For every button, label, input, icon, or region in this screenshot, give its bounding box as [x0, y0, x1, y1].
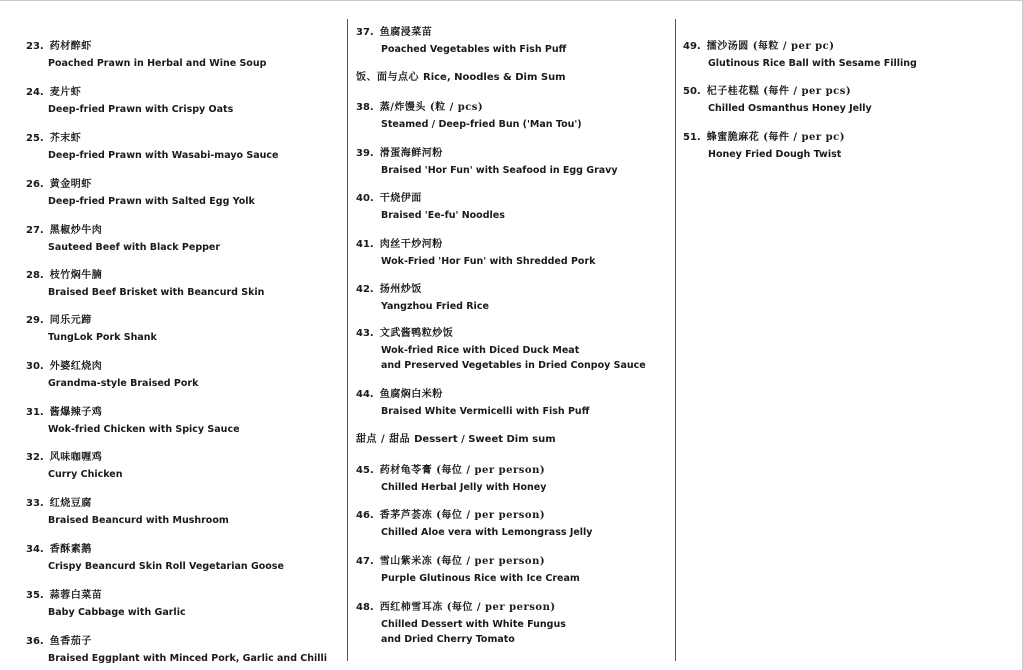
menu-item-29: 29. 同乐元蹄 TungLok Pork Shank	[26, 315, 157, 343]
section-heading-dessert: 甜点 / 甜品 Dessert / Sweet Dim sum	[356, 434, 556, 445]
menu-item-40: 40. 干烧伊面 Braised 'Ee-fu' Noodles	[356, 193, 505, 221]
menu-item-30: 30. 外婆红烧肉 Grandma-style Braised Pork	[26, 361, 199, 389]
section-heading-rice-noodles: 饭、面与点心 Rice, Noodles & Dim Sum	[356, 72, 566, 83]
menu-item-27: 27. 黑椒炒牛肉 Sauteed Beef with Black Pepper	[26, 225, 221, 253]
menu-item-28: 28. 枝竹焖牛腩 Braised Beef Brisket with Beancurd Skin	[26, 270, 265, 298]
menu-item-37: 37. 鱼腐浸菜苗 Poached Vegetables with Fish Puff	[356, 27, 567, 55]
menu-item-43: 43. 文武酱鸭粒炒饭 Wok-fried Rice with Diced Duck Meat and Preserved Vegetables in Dried Conpoy Sauce	[356, 328, 646, 371]
menu-item-51: 51. 蜂蜜脆麻花 (每件 / per pc) Honey Fried Dough Twist	[683, 132, 845, 160]
menu-item-33: 33. 红烧豆腐 Braised Beancurd with Mushroom	[26, 498, 229, 526]
column-divider	[675, 19, 676, 661]
menu-item-26: 26. 黄金明虾 Deep-fried Prawn with Salted Egg Yolk	[26, 179, 255, 207]
menu-item-35: 35. 蒜蓉白菜苗 Baby Cabbage with Garlic	[26, 590, 186, 618]
menu-item-38: 38. 蒸/炸馒头 (粒 / pcs) Steamed / Deep-fried Bun ('Man Tou')	[356, 102, 582, 130]
menu-item-32: 32. 风味咖喱鸡 Curry Chicken	[26, 452, 123, 480]
menu-item-49: 49. 擂沙汤圆 (每粒 / per pc) Glutinous Rice Ball with Sesame Filling	[683, 41, 917, 69]
menu-item-34: 34. 香酥素鹅 Crispy Beancurd Skin Roll Vegetarian Goose	[26, 544, 284, 572]
menu-item-24: 24. 麦片虾 Deep-fried Prawn with Crispy Oats	[26, 87, 234, 115]
menu-item-47: 47. 雪山紫米冻 (每位 / per person) Purple Glutinous Rice with Ice Cream	[356, 556, 580, 584]
menu-item-31: 31. 酱爆辣子鸡 Wok-fried Chicken with Spicy Sauce	[26, 407, 240, 435]
menu-item-42: 42. 扬州炒饭 Yangzhou Fried Rice	[356, 284, 489, 312]
menu-item-23: 23. 药材醉虾 Poached Prawn in Herbal and Wine Soup	[26, 41, 267, 69]
menu-item-44: 44. 鱼腐焖白米粉 Braised White Vermicelli with Fish Puff	[356, 389, 590, 417]
column-divider	[347, 19, 348, 661]
menu-item-48: 48. 西红柿雪耳冻 (每位 / per person) Chilled Dessert with White Fungus and Dried Cherry Tomato	[356, 602, 566, 645]
menu-item-45: 45. 药材龟苓膏 (每位 / per person) Chilled Herbal Jelly with Honey	[356, 465, 547, 493]
menu-item-46: 46. 香茅芦荟冻 (每位 / per person) Chilled Aloe vera with Lemongrass Jelly	[356, 510, 593, 538]
menu-item-39: 39. 滑蛋海鲜河粉 Braised 'Hor Fun' with Seafood in Egg Gravy	[356, 148, 618, 176]
menu-item-36: 36. 鱼香茄子 Braised Eggplant with Minced Pork, Garlic and Chilli	[26, 636, 328, 664]
menu-item-25: 25. 芥末虾 Deep-fried Prawn with Wasabi-mayo Sauce	[26, 133, 279, 161]
menu-item-50: 50. 杞子桂花糕 (每件 / per pcs) Chilled Osmanthus Honey Jelly	[683, 86, 872, 114]
menu-item-41: 41. 肉丝干炒河粉 Wok-Fried 'Hor Fun' with Shredded Pork	[356, 239, 596, 267]
